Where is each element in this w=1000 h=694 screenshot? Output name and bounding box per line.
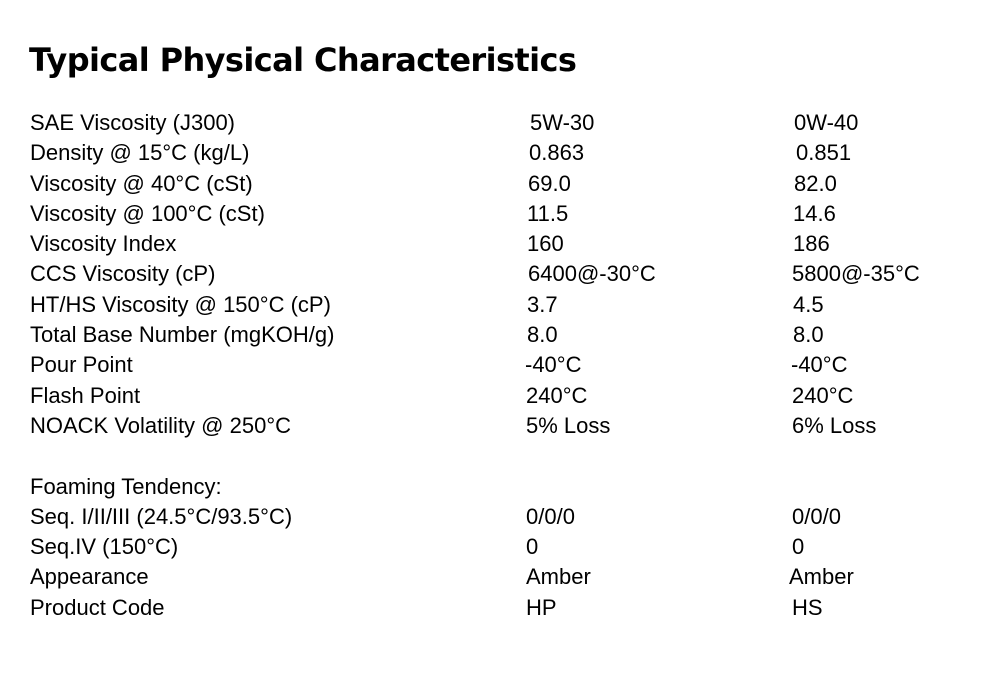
row-value-5w30: 69.0	[528, 170, 571, 196]
row-value-0w40: 6% Loss	[792, 412, 877, 438]
row-value-5w30: 0.863	[529, 140, 585, 166]
row-value-0w40: 186	[793, 231, 830, 257]
row-value-5w30: 5W-30	[530, 110, 595, 135]
row-label: Appearance	[30, 564, 149, 590]
row-value-0w40: 0.851	[796, 140, 852, 166]
row-value-5w30: -40°C	[525, 352, 582, 378]
table-row	[30, 502, 980, 532]
table-row	[30, 229, 980, 259]
row-label: Viscosity Index	[30, 231, 177, 257]
row-value-0w40: 82.0	[794, 170, 837, 196]
table-row	[30, 350, 980, 380]
table-row	[30, 472, 980, 502]
section-spacer	[30, 441, 980, 471]
row-label: CCS Viscosity (cP)	[30, 261, 216, 287]
row-value-0w40: 5800@-35°C	[792, 261, 920, 287]
row-value-5w30: 160	[527, 231, 564, 257]
row-value-5w30: Amber	[526, 564, 591, 590]
row-label: Total Base Number (mgKOH/g)	[30, 322, 335, 348]
row-value-5w30: 3.7	[527, 291, 558, 317]
row-label: Seq. I/II/III (24.5°C/93.5°C)	[30, 503, 293, 529]
row-value-0w40: 0	[792, 534, 805, 560]
row-label: SAE Viscosity (J300)	[30, 110, 236, 135]
row-label: Seq.IV (150°C)	[30, 534, 179, 560]
section-heading-foaming: Foaming Tendency:	[30, 473, 222, 499]
row-value-5w30: 8.0	[527, 322, 558, 348]
row-value-0w40: 4.5	[793, 291, 824, 317]
row-value-0w40: 8.0	[793, 322, 824, 348]
row-value-5w30: 0	[526, 534, 539, 560]
table-row	[30, 199, 980, 229]
table-row	[30, 381, 980, 411]
table-row	[30, 138, 980, 168]
row-value-5w30: 11.5	[527, 200, 569, 226]
table-row	[30, 259, 980, 289]
table-row	[30, 411, 980, 441]
row-value-5w30: 240°C	[526, 382, 588, 408]
row-value-0w40: 0W-40	[794, 110, 859, 135]
row-value-5w30: 0/0/0	[526, 503, 575, 529]
row-value-5w30: HP	[526, 594, 557, 620]
row-label: Flash Point	[30, 382, 141, 408]
table-row	[30, 593, 980, 623]
row-value-0w40: -40°C	[791, 352, 848, 378]
table-row	[30, 290, 980, 320]
table-row	[30, 108, 980, 138]
table-row	[30, 532, 980, 562]
row-value-0w40: 240°C	[792, 382, 854, 408]
row-value-5w30: 5% Loss	[526, 412, 611, 438]
table-row	[30, 320, 980, 350]
table-row	[30, 562, 980, 592]
row-label: NOACK Volatility @ 250°C	[30, 412, 292, 438]
row-value-0w40: HS	[792, 594, 823, 620]
row-value-0w40: 0/0/0	[792, 503, 841, 529]
row-label: Product Code	[30, 594, 165, 620]
table-row	[30, 169, 980, 199]
row-label: Viscosity @ 40°C (cSt)	[30, 170, 253, 196]
characteristics-table	[30, 108, 980, 623]
row-label: Density @ 15°C (kg/L)	[30, 140, 250, 166]
row-value-0w40: 14.6	[793, 200, 836, 226]
row-value-0w40: Amber	[789, 564, 854, 590]
row-label: Viscosity @ 100°C (cSt)	[30, 200, 265, 226]
row-label: Pour Point	[30, 352, 133, 378]
row-value-5w30: 6400@-30°C	[528, 261, 656, 287]
row-label: HT/HS Viscosity @ 150°C (cP)	[30, 291, 331, 317]
page-title: Typical Physical Characteristics	[29, 41, 577, 79]
